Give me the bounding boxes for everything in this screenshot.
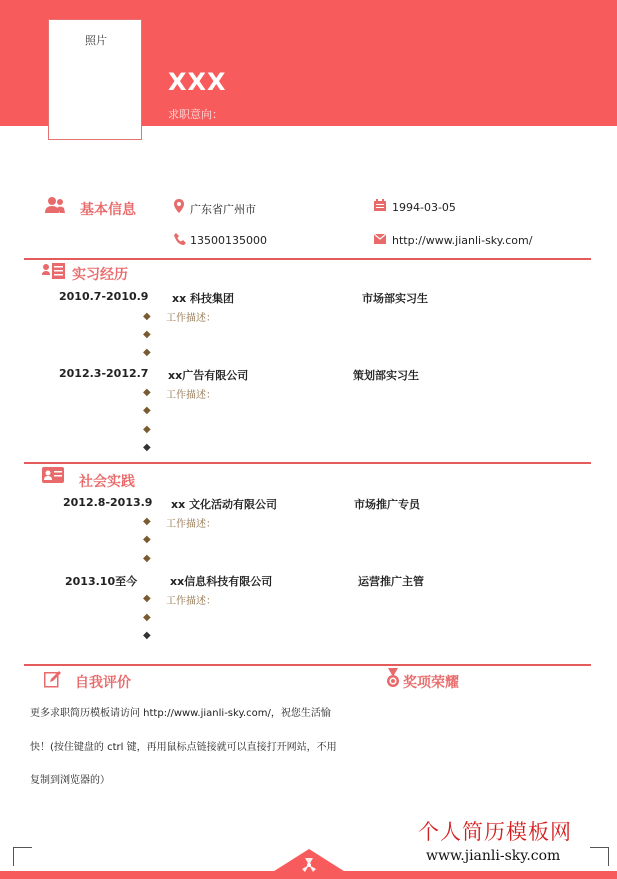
footer-emblem-icon bbox=[299, 856, 319, 872]
page-corner-mark bbox=[590, 847, 609, 866]
section-title-basic-info: 基本信息 bbox=[80, 202, 136, 218]
photo-label: 照片 bbox=[85, 34, 107, 47]
diamond-bullet: ◆ bbox=[143, 593, 151, 604]
users-icon bbox=[44, 196, 66, 214]
phone-text: 13500135000 bbox=[190, 234, 267, 247]
photo-placeholder bbox=[48, 19, 142, 140]
self-eval-line: 复制到浏览器的） bbox=[30, 775, 110, 786]
calendar-icon bbox=[374, 199, 386, 211]
envelope-icon bbox=[374, 234, 386, 244]
section-title-internship: 实习经历 bbox=[72, 267, 128, 283]
entry-position: 策划部实习生 bbox=[353, 369, 419, 382]
section-title-social-practice: 社会实践 bbox=[79, 474, 135, 490]
birthdate-text: 1994-03-05 bbox=[392, 201, 456, 214]
entry-company: xx信息科技有限公司 bbox=[170, 575, 273, 588]
page-corner-mark bbox=[13, 847, 32, 866]
self-eval-line: 快！(按住键盘的 ctrl 键，再用鼠标点链接就可以直接打开网站，不用 bbox=[30, 742, 337, 753]
id-card-icon bbox=[42, 467, 64, 483]
entry-date: 2013.10至今 bbox=[65, 575, 138, 588]
diamond-bullet: ◆ bbox=[143, 329, 151, 340]
entry-position: 市场部实习生 bbox=[362, 292, 428, 305]
medal-icon bbox=[385, 668, 401, 688]
job-intent-label: 求职意向： bbox=[168, 108, 223, 121]
section-title-self-evaluation: 自我评价 bbox=[75, 675, 131, 691]
diamond-bullet: ◆ bbox=[143, 534, 151, 545]
location-text: 广东省广州市 bbox=[190, 203, 256, 216]
diamond-bullet: ◆ bbox=[143, 387, 151, 398]
diamond-bullet: ◆ bbox=[143, 612, 151, 623]
entry-date: 2012.3-2012.7 bbox=[59, 367, 149, 380]
website-link[interactable]: http://www.jianli-sky.com/ bbox=[392, 234, 533, 247]
entry-description-label: 工作描述： bbox=[166, 313, 216, 324]
divider-line bbox=[24, 664, 591, 666]
diamond-bullet: ◆ bbox=[143, 553, 151, 564]
entry-company: xx 文化活动有限公司 bbox=[171, 498, 278, 511]
section-title-awards: 奖项荣耀 bbox=[403, 675, 459, 691]
entry-date: 2010.7-2010.9 bbox=[59, 290, 149, 303]
pencil-icon bbox=[44, 670, 62, 688]
diamond-bullet: ◆ bbox=[143, 424, 151, 435]
entry-company: xx广告有限公司 bbox=[168, 369, 249, 382]
diamond-bullet: ◆ bbox=[143, 347, 151, 358]
entry-description-label: 工作描述： bbox=[166, 390, 216, 401]
diamond-bullet: ◆ bbox=[143, 442, 151, 453]
diamond-bullet: ◆ bbox=[143, 630, 151, 641]
entry-company: xx 科技集团 bbox=[172, 292, 235, 305]
entry-date: 2012.8-2013.9 bbox=[63, 496, 153, 509]
self-eval-line: 更多求职简历模板请访问 http://www.jianli-sky.com/，祝您生活愉 bbox=[30, 708, 331, 719]
entry-position: 运营推广主管 bbox=[358, 575, 424, 588]
phone-icon bbox=[174, 233, 186, 245]
watermark-url: www.jianli-sky.com bbox=[426, 848, 561, 864]
watermark-title: 个人简历模板网 bbox=[418, 820, 572, 844]
entry-description-label: 工作描述： bbox=[166, 519, 216, 530]
map-pin-icon bbox=[174, 199, 184, 213]
candidate-name: XXX bbox=[168, 68, 227, 96]
entry-position: 市场推广专员 bbox=[354, 498, 420, 511]
diamond-bullet: ◆ bbox=[143, 405, 151, 416]
divider-line bbox=[24, 258, 591, 260]
divider-line bbox=[24, 462, 591, 464]
entry-description-label: 工作描述： bbox=[166, 596, 216, 607]
diamond-bullet: ◆ bbox=[143, 516, 151, 527]
resume-list-icon bbox=[42, 263, 66, 279]
diamond-bullet: ◆ bbox=[143, 311, 151, 322]
